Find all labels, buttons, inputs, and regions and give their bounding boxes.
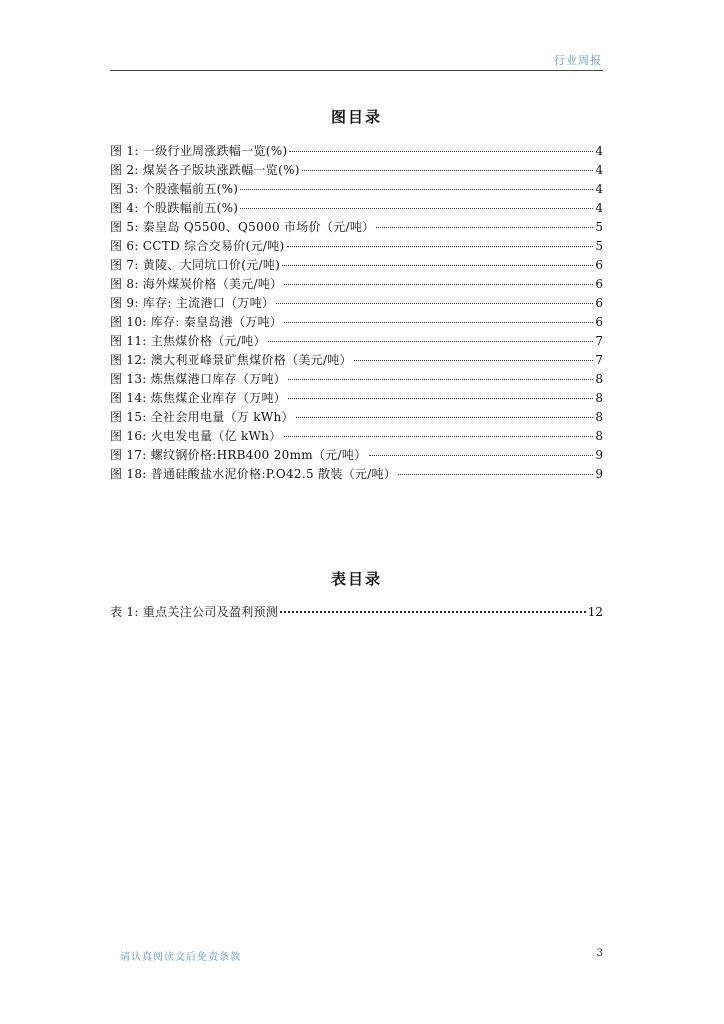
toc-entry-label: 图 8: 海外煤炭价格（美元/吨） <box>110 277 283 291</box>
figure-toc-entry[interactable] <box>110 408 603 427</box>
toc-entry-label: 图 12: 澳大利亚峰景矿焦煤价格（美元/吨） <box>110 353 352 367</box>
toc-entry-page: 8 <box>595 391 603 405</box>
toc-entry-page: 8 <box>595 410 603 424</box>
toc-entry-page: 12 <box>587 605 603 619</box>
toc-entry-label: 图 7: 黄陵、大同坑口价(元/吨) <box>110 258 281 272</box>
figures-toc-title: 图目录 <box>330 108 382 126</box>
toc-entry-label: 图 13: 炼焦煤港口库存（万吨） <box>110 372 287 386</box>
figure-toc-entry[interactable] <box>110 199 603 218</box>
toc-dot-leader <box>288 378 593 380</box>
report-type-label: 行业周报 <box>554 54 602 67</box>
toc-dot-leader <box>296 416 593 418</box>
figure-toc-entry[interactable] <box>110 370 603 389</box>
toc-entry-label: 图 17: 螺纹钢价格:HRB400 20mm（元/吨） <box>110 448 367 462</box>
toc-dot-leader <box>282 264 593 266</box>
toc-entry-label: 图 1: 一级行业周涨跌幅一览(%) <box>110 144 288 158</box>
toc-dot-leader <box>302 169 593 171</box>
figure-toc-entry[interactable] <box>110 275 603 294</box>
toc-entry-label: 图 2: 煤炭各子版块涨跌幅一览(%) <box>110 163 300 177</box>
tables-toc-list <box>110 603 603 622</box>
toc-entry-label: 表 1: 重点关注公司及盈利预测 <box>110 605 279 619</box>
toc-entry-page: 4 <box>595 163 603 177</box>
toc-dot-leader <box>268 340 593 342</box>
figure-toc-entry[interactable] <box>110 294 603 313</box>
figure-toc-entry[interactable] <box>110 351 603 370</box>
toc-entry-page: 9 <box>595 448 603 462</box>
table-toc-entry[interactable] <box>110 603 603 622</box>
disclaimer-note: 请认真阅读文后免责条款 <box>120 952 241 963</box>
toc-entry-page: 5 <box>595 220 603 234</box>
tables-toc-title: 表目录 <box>330 570 382 588</box>
toc-entry-page: 6 <box>595 277 603 291</box>
toc-dot-leader <box>284 283 593 285</box>
toc-dot-leader <box>288 397 593 399</box>
toc-entry-label: 图 15: 全社会用电量（万 kWh） <box>110 410 294 424</box>
toc-entry-label: 图 14: 炼焦煤企业库存（万吨） <box>110 391 287 405</box>
toc-entry-page: 4 <box>595 201 603 215</box>
figures-toc-list <box>110 142 603 484</box>
figure-toc-entry[interactable] <box>110 465 603 484</box>
toc-entry-page: 9 <box>595 467 603 481</box>
toc-entry-label: 图 10: 库存: 秦皇岛港（万吨） <box>110 315 283 329</box>
toc-entry-label: 图 16: 火电发电量（亿 kWh） <box>110 429 282 443</box>
figure-toc-entry[interactable] <box>110 256 603 275</box>
toc-entry-page: 4 <box>595 182 603 196</box>
toc-dot-leader <box>240 207 593 209</box>
figure-toc-entry[interactable] <box>110 332 603 351</box>
toc-dot-leader <box>398 473 593 475</box>
toc-dot-leader <box>369 454 594 456</box>
figure-toc-entry[interactable] <box>110 313 603 332</box>
toc-entry-label: 图 3: 个股涨幅前五(%) <box>110 182 239 196</box>
figure-toc-entry[interactable] <box>110 180 603 199</box>
toc-dot-leader <box>240 188 593 190</box>
toc-entry-label: 图 18: 普通硅酸盐水泥价格:P.O42.5 散装（元/吨） <box>110 467 397 481</box>
toc-entry-page: 7 <box>595 353 603 367</box>
figure-toc-entry[interactable] <box>110 389 603 408</box>
toc-entry-label: 图 9: 库存: 主流港口（万吨） <box>110 296 275 310</box>
toc-entry-page: 8 <box>595 372 603 386</box>
figure-toc-entry[interactable] <box>110 142 603 161</box>
figure-toc-entry[interactable] <box>110 218 603 237</box>
toc-entry-page: 8 <box>595 429 603 443</box>
toc-dot-leader <box>280 610 586 613</box>
toc-entry-label: 图 5: 秦皇岛 Q5500、Q5000 市场价（元/吨） <box>110 220 375 234</box>
toc-dot-leader <box>354 359 593 361</box>
header-divider <box>110 70 603 71</box>
figure-toc-entry[interactable] <box>110 446 603 465</box>
toc-entry-page: 4 <box>595 144 603 158</box>
figure-toc-entry[interactable] <box>110 237 603 256</box>
toc-entry-label: 图 4: 个股跌幅前五(%) <box>110 201 239 215</box>
toc-entry-label: 图 6: CCTD 综合交易价(元/吨) <box>110 239 285 253</box>
toc-dot-leader <box>284 321 593 323</box>
figure-toc-entry[interactable] <box>110 427 603 446</box>
toc-entry-page: 6 <box>595 258 603 272</box>
toc-dot-leader <box>289 150 593 152</box>
toc-entry-page: 5 <box>595 239 603 253</box>
toc-dot-leader <box>284 435 594 437</box>
figure-toc-entry[interactable] <box>110 161 603 180</box>
toc-entry-page: 7 <box>595 334 603 348</box>
toc-entry-page: 6 <box>595 296 603 310</box>
toc-entry-page: 6 <box>595 315 603 329</box>
toc-dot-leader <box>287 245 593 247</box>
page-number: 3 <box>596 948 603 959</box>
toc-dot-leader <box>376 226 593 228</box>
toc-entry-label: 图 11: 主焦煤价格（元/吨） <box>110 334 266 348</box>
toc-dot-leader <box>276 302 593 304</box>
